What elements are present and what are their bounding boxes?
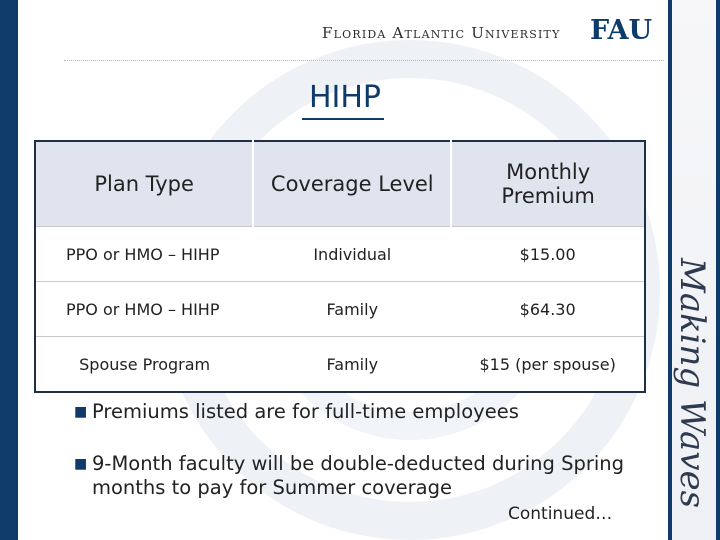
cell-monthly-premium: $15.00 bbox=[451, 227, 645, 282]
left-accent-bar bbox=[0, 0, 18, 540]
cell-monthly-premium: $64.30 bbox=[451, 282, 645, 337]
table-row bbox=[35, 282, 645, 337]
title-underline bbox=[302, 118, 384, 120]
slide-title: HIHP bbox=[308, 80, 382, 115]
university-brand bbox=[322, 15, 653, 48]
premium-table bbox=[34, 140, 646, 393]
list-item bbox=[74, 452, 664, 500]
list-item bbox=[74, 400, 664, 424]
table-row bbox=[35, 337, 645, 393]
fau-logo-text: FAU bbox=[590, 15, 653, 46]
fau-logo bbox=[590, 14, 653, 48]
cell-coverage-level: Family bbox=[253, 282, 451, 337]
header-plan-type: Plan Type bbox=[35, 141, 253, 227]
university-name: Florida Atlantic University bbox=[322, 24, 561, 42]
table-row bbox=[35, 227, 645, 282]
continued-note: Continued… bbox=[508, 504, 613, 524]
cell-monthly-premium: $15 (per spouse) bbox=[451, 337, 645, 393]
cell-plan-type: PPO or HMO – HIHP bbox=[35, 282, 253, 337]
square-bullet-icon: ■ bbox=[74, 456, 88, 472]
bullet-text: 9-Month faculty will be double-deducted during Spring months to pay for Summer coverage bbox=[92, 452, 625, 499]
header-coverage-level: Coverage Level bbox=[253, 141, 451, 227]
header-divider bbox=[64, 60, 664, 61]
cell-plan-type: Spouse Program bbox=[35, 337, 253, 393]
cell-coverage-level: Family bbox=[253, 337, 451, 393]
cell-plan-type: PPO or HMO – HIHP bbox=[35, 227, 253, 282]
bullet-text: Premiums listed are for full-time employees bbox=[92, 400, 519, 423]
square-bullet-icon: ■ bbox=[74, 404, 88, 420]
header-monthly-premium: Monthly Premium bbox=[451, 141, 645, 227]
making-waves-tagline: Making Waves bbox=[672, 258, 712, 509]
table-header-row bbox=[35, 141, 645, 227]
cell-coverage-level: Individual bbox=[253, 227, 451, 282]
